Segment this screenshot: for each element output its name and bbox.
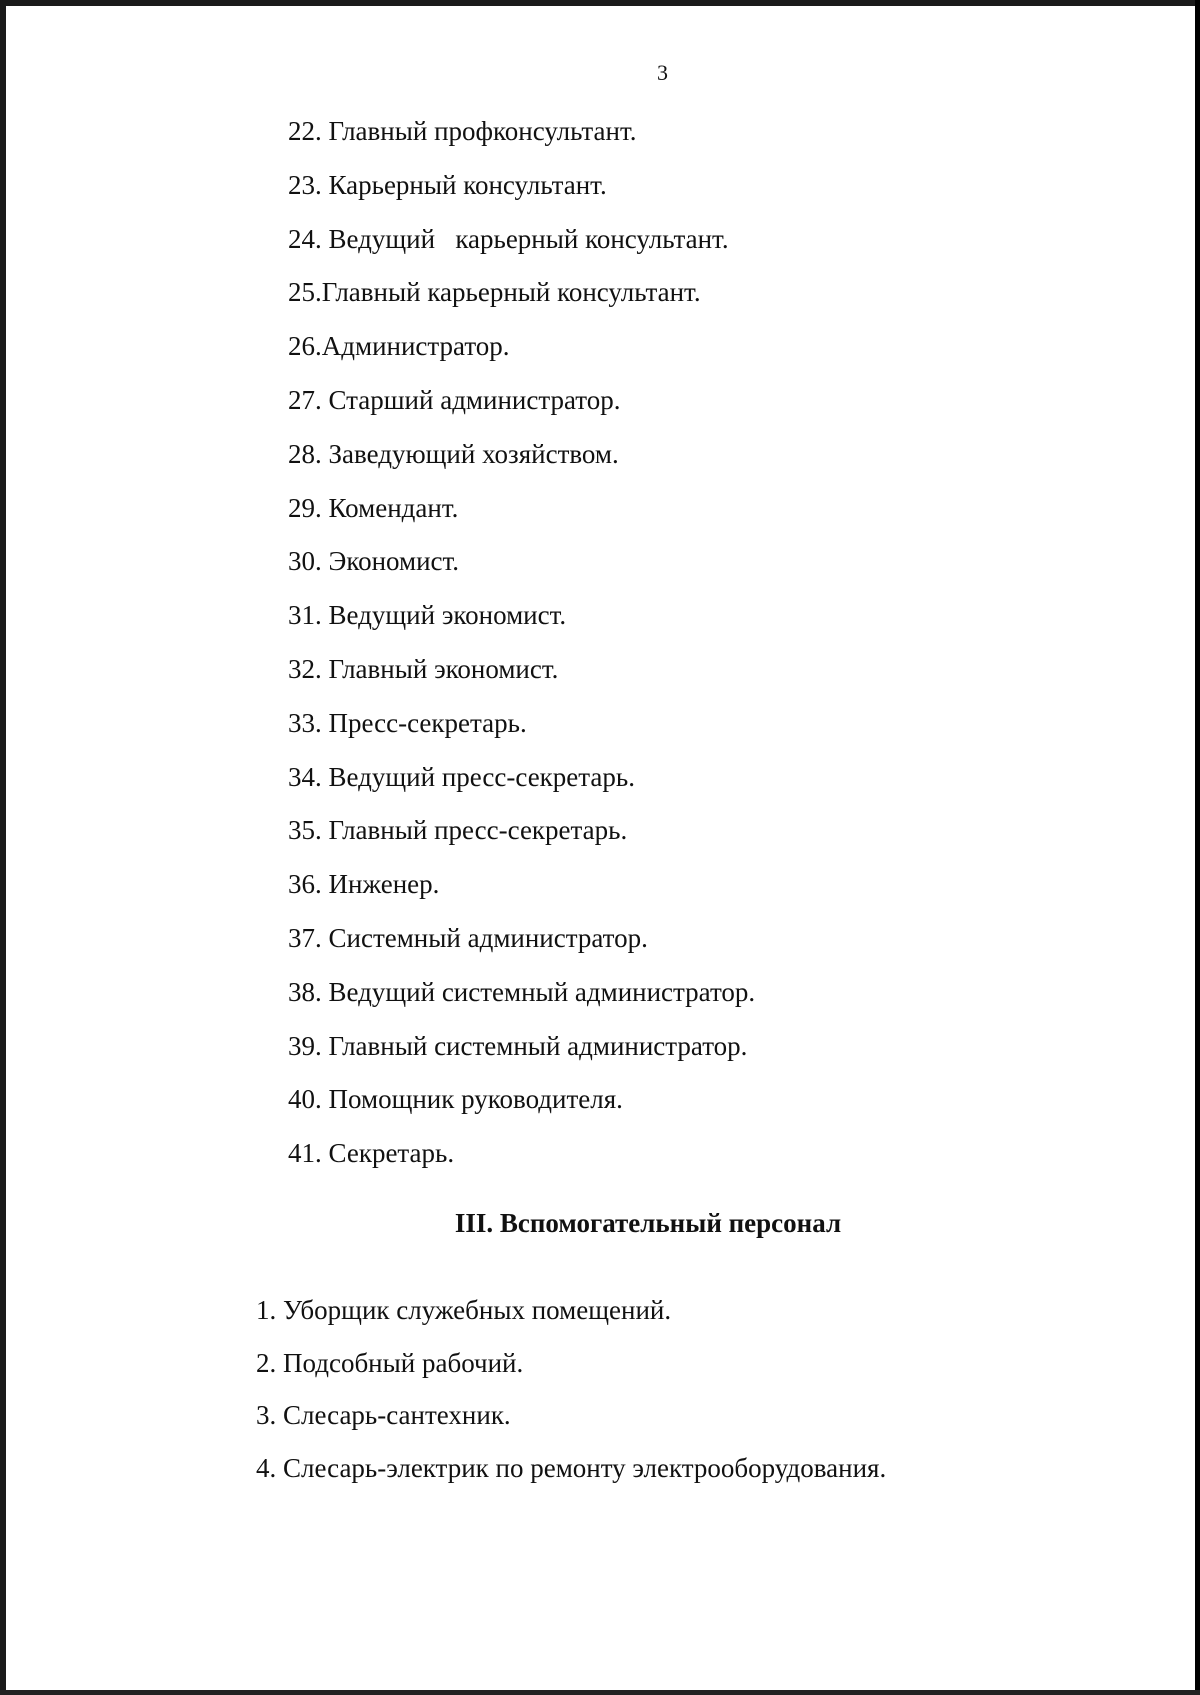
list-item: 23. Карьерный консультант.: [288, 169, 607, 200]
support-staff-list: [256, 1297, 886, 1507]
list-item: 31. Ведущий экономист.: [288, 600, 567, 631]
positions-list: [288, 118, 755, 1194]
list-item: 29. Комендант.: [288, 492, 459, 523]
list-item: 41. Секретарь.: [288, 1138, 455, 1169]
list-item: 39. Главный системный администратор.: [288, 1030, 748, 1061]
page-number: 3: [657, 60, 668, 85]
list-item: 28. Заведующий хозяйством.: [288, 438, 619, 469]
list-item: 26.Администратор.: [288, 331, 510, 362]
list-item: 36. Инженер.: [288, 869, 440, 900]
scan-edge-top: [0, 0, 1200, 6]
list-item: 25.Главный карьерный консультант.: [288, 277, 701, 308]
scan-edge-right: [1195, 0, 1200, 1695]
list-item: 30. Экономист.: [288, 546, 460, 577]
scan-edge-bottom: [0, 1690, 1200, 1695]
list-item: 22. Главный профконсультант.: [288, 116, 637, 146]
list-item: 37. Системный администратор.: [288, 922, 648, 953]
list-item: 33. Пресс-секретарь.: [288, 707, 527, 738]
list-item: 27. Старший администратор.: [288, 384, 621, 415]
list-item: 38. Ведущий системный администратор.: [288, 976, 756, 1007]
list-item: 4. Слесарь-электрик по ремонту электрооборудования.: [256, 1452, 887, 1483]
list-item: 24. Ведущий карьерный консультант.: [288, 223, 729, 254]
list-item: 35. Главный пресс-секретарь.: [288, 815, 628, 846]
scan-edge-left: [0, 0, 6, 1695]
list-item: 3. Слесарь-сантехник.: [256, 1400, 511, 1430]
list-item: 40. Помощник руководителя.: [288, 1084, 623, 1115]
list-item: 1. Уборщик служебных помещений.: [256, 1295, 672, 1325]
list-item: 2. Подсобный рабочий.: [256, 1347, 524, 1378]
list-item: 34. Ведущий пресс-секретарь.: [288, 761, 635, 792]
section-heading: III. Вспомогательный персонал: [454, 1208, 842, 1238]
list-item: 32. Главный экономист.: [288, 653, 559, 684]
